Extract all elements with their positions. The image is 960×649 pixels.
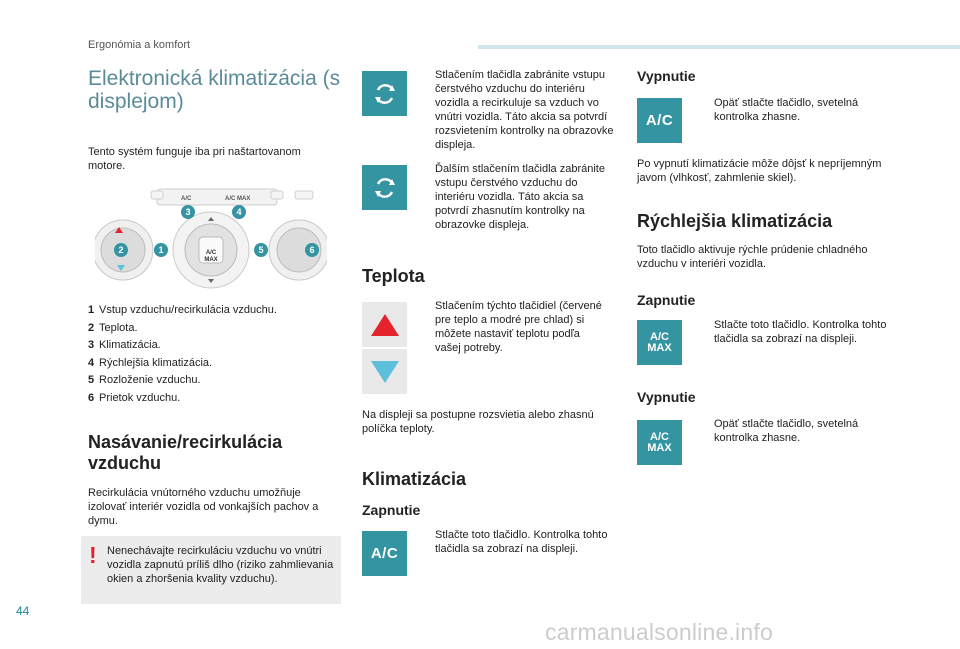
temp-up-icon bbox=[362, 302, 407, 347]
panel-ac-label: A/C bbox=[181, 196, 192, 202]
legend-item: 4 Rýchlejšia klimatizácia. bbox=[88, 356, 213, 369]
recirc-on-icon bbox=[362, 71, 407, 116]
temp-bullet: Stlačením týchto tlačidiel (červené pre teplo a modré pre chlad) si môžete nastaviť teplotu podľa vašej potreby. bbox=[435, 300, 602, 354]
recirc-text: Recirkulácia vnútorného vzduchu umožňuje izolovať interiér vozidla od vonkajších pachov a dymu. bbox=[88, 487, 319, 527]
recirc-off-icon bbox=[362, 165, 407, 210]
legend-item: 5 Rozloženie vzduchu. bbox=[88, 374, 201, 386]
acmax-off-icon: A/C MAX bbox=[637, 420, 682, 465]
watermark: carmanualsonline.info bbox=[545, 619, 773, 645]
after-off-text: Po vypnutí klimatizácie môže dôjsť k nepríjemným javom (vlhkosť, zahmlenie skiel). bbox=[637, 158, 882, 184]
header-accent-bar bbox=[478, 45, 960, 49]
page-number: 44 bbox=[16, 604, 30, 618]
callout-1: 1 bbox=[158, 245, 164, 255]
callout-2: 2 bbox=[118, 245, 124, 255]
page-title: Elektronická klimatizácia (s displejom) bbox=[88, 67, 341, 113]
legend-item: 2 Teplota. bbox=[88, 321, 138, 334]
warning-box bbox=[81, 536, 341, 604]
recirc-off-bullet: Ďalším stlačením tlačidla zabránite vstupu čerstvého vzduchu do interiéru vozidla. Táto akcia sa potvrdí zhasnutím kontrolky na obrazovke displeja. bbox=[435, 163, 605, 231]
acmax-on-heading: Zapnutie bbox=[637, 292, 696, 308]
section-label: Ergonómia a komfort bbox=[88, 39, 191, 51]
klima-on-heading: Zapnutie bbox=[362, 502, 421, 518]
legend-item: 3 Klimatizácia. bbox=[88, 339, 161, 351]
callout-6: 6 bbox=[309, 245, 315, 255]
panel-acmax-label: A/C MAX bbox=[225, 196, 251, 202]
callout-3: 3 bbox=[185, 207, 191, 217]
temp-down-icon bbox=[362, 349, 407, 394]
legend-item: 6 Prietok vzduchu. bbox=[88, 391, 181, 404]
klima-heading: Klimatizácia bbox=[362, 469, 467, 489]
fast-text: Toto tlačidlo aktivuje rýchle prúdenie chladného vzduchu v interiéri vozidla. bbox=[637, 244, 868, 270]
ac-off-bullet: Opäť stlačte tlačidlo, svetelná kontrolka zhasne. bbox=[714, 97, 859, 123]
temp-display-text: Na displeji sa postupne rozsvietia alebo zhasnú políčka teploty. bbox=[362, 409, 594, 435]
ac-button-icon: A/C bbox=[362, 531, 407, 576]
legend-item: 1 Vstup vzduchu/recirkulácia vzduchu. bbox=[88, 304, 277, 316]
intro-text: Tento systém funguje iba pri naštartovanom motore. bbox=[88, 146, 301, 172]
acmax-off-heading: Vypnutie bbox=[637, 389, 696, 405]
ac-on-bullet: Stlačte toto tlačidlo. Kontrolka tohto tlačidla sa zobrazí na displeji. bbox=[435, 529, 608, 555]
temp-heading: Teplota bbox=[362, 266, 425, 286]
panel-center-ac: A/C bbox=[205, 250, 217, 256]
recirc-on-bullet: Stlačením tlačidla zabránite vstupu čerstvého vzduchu do interiéru vozidla a recirkuluje sa vzduch vo vnútri vozidla. Táto akcia sa potvrdí rozsvietením kontrolky na obrazovke displeja. bbox=[435, 69, 614, 151]
acmax-on-bullet: Stlačte toto tlačidlo. Kontrolka tohto tlačidla sa zobrazí na displeji. bbox=[714, 319, 887, 345]
callout-5: 5 bbox=[258, 245, 264, 255]
climate-control-panel bbox=[95, 187, 327, 289]
legend-list bbox=[88, 303, 338, 408]
ac-off-icon: A/C bbox=[637, 98, 682, 143]
ac-off-heading: Vypnutie bbox=[637, 68, 696, 84]
acmax-on-icon: A/C MAX bbox=[637, 320, 682, 365]
acmax-off-bullet: Opäť stlačte tlačidlo, svetelná kontrolka zhasne. bbox=[714, 418, 859, 444]
fast-heading: Rýchlejšia klimatizácia bbox=[637, 211, 833, 231]
callout-4: 4 bbox=[236, 207, 242, 217]
panel-center-max: MAX bbox=[204, 257, 218, 263]
warning-text: Nenechávajte recirkuláciu vzduchu vo vnútri vozidla zapnutú príliš dlho (riziko zahmlievania okien a zhoršenia kvality vzduchu). bbox=[107, 545, 334, 585]
warning-icon: ! bbox=[89, 542, 97, 568]
recirc-heading: Nasávanie/recirkulácia vzduchu bbox=[88, 432, 283, 473]
